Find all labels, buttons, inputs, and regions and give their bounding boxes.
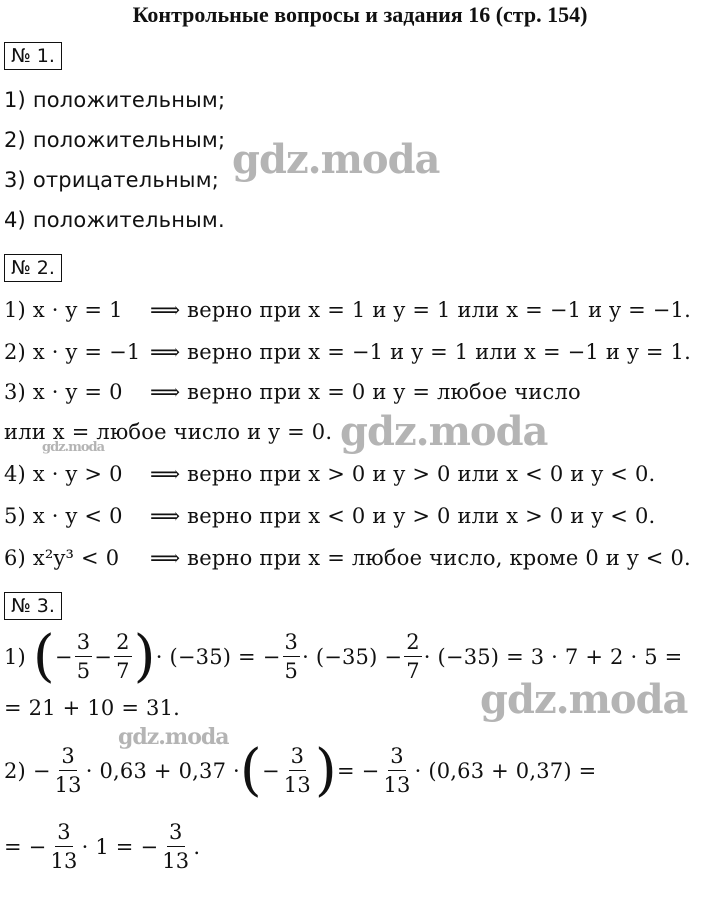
equation-rhs: ⟹ верно при x = 0 и y = любое число <box>150 380 581 404</box>
expression-part: = − <box>336 758 380 783</box>
expression-part: · 1 = − <box>81 834 159 859</box>
answer-line: 3) отрицательным; <box>4 168 220 192</box>
equation-lhs: 2) x · y = −1 <box>4 340 141 364</box>
equation-rhs: ⟹ верно при x = любое число, кроме 0 и y < 0. <box>150 546 691 570</box>
denominator: 13 <box>383 773 411 797</box>
numerator: 2 <box>114 628 132 657</box>
expression-part: · (−35) = − <box>155 644 281 669</box>
expression-part: 2) − <box>4 758 51 783</box>
numerator: 3 <box>388 742 406 771</box>
left-paren: ( <box>239 737 262 803</box>
watermark: gdz.moda <box>118 724 229 750</box>
fraction <box>283 628 301 685</box>
fraction <box>160 818 191 875</box>
fraction <box>381 742 412 799</box>
expression-part: = − <box>4 834 47 859</box>
denominator: 13 <box>162 849 190 873</box>
minus-sign: − <box>94 644 113 669</box>
expression-part: · (−35) − <box>302 644 403 669</box>
equation-rhs: ⟹ верно при x > 0 и y > 0 или x < 0 и y < 0. <box>150 462 656 486</box>
numerator: 3 <box>75 628 93 657</box>
answer-line: 2) положительным; <box>4 128 226 152</box>
solution-line-4 <box>4 818 200 875</box>
numerator: 3 <box>289 742 307 771</box>
equation-rhs: ⟹ верно при x < 0 и y > 0 или x > 0 и y < 0. <box>150 504 656 528</box>
watermark: gdz.moda <box>340 408 548 455</box>
numerator: 3 <box>59 742 77 771</box>
numerator: 2 <box>404 628 422 657</box>
task-number-2: № 2. <box>4 254 62 282</box>
watermark: gdz.moda <box>42 440 105 455</box>
fraction <box>53 742 84 799</box>
right-paren: ) <box>133 623 156 689</box>
numerator: 3 <box>167 818 185 847</box>
numerator: 3 <box>283 628 301 657</box>
equation-lhs: 5) x · y < 0 <box>4 504 123 528</box>
solution-line-2: = 21 + 10 = 31. <box>4 696 181 720</box>
minus-sign: − <box>261 758 280 783</box>
equation-lhs: 6) x²y³ < 0 <box>4 546 120 570</box>
denominator: 13 <box>54 773 82 797</box>
denominator: 13 <box>50 849 78 873</box>
numerator: 3 <box>55 818 73 847</box>
expression-part: . <box>193 834 201 859</box>
equation-rhs: ⟹ верно при x = −1 и y = 1 или x = −1 и y = 1. <box>150 340 691 364</box>
equation-continuation: или x = любое число и y = 0. <box>4 420 333 444</box>
equation-lhs: 3) x · y = 0 <box>4 380 123 404</box>
watermark: gdz.moda <box>232 136 440 183</box>
fraction <box>404 628 422 685</box>
expression-part: · 0,63 + 0,37 · <box>85 758 240 783</box>
fraction <box>48 818 79 875</box>
answer-line: 4) положительным. <box>4 208 225 232</box>
denominator: 7 <box>406 659 420 683</box>
denominator: 7 <box>116 659 130 683</box>
fraction <box>114 628 132 685</box>
equation-lhs: 1) x · y = 1 <box>4 298 123 322</box>
watermark: gdz.moda <box>480 676 688 723</box>
equation-rhs: ⟹ верно при x = 1 и y = 1 или x = −1 и y = −1. <box>150 298 691 322</box>
right-paren: ) <box>314 737 337 803</box>
page-title: Контрольные вопросы и задания 16 (стр. 154) <box>132 2 588 27</box>
fraction <box>75 628 93 685</box>
denominator: 5 <box>76 659 91 683</box>
denominator: 5 <box>284 659 299 683</box>
equation-lhs: 4) x · y > 0 <box>4 462 123 486</box>
item-number: 1) <box>4 644 26 669</box>
fraction <box>282 742 313 799</box>
denominator: 13 <box>283 773 311 797</box>
expression-part: · (0,63 + 0,37) = <box>414 758 597 783</box>
task-number-1: № 1. <box>4 42 62 70</box>
minus-sign: − <box>54 644 73 669</box>
expression-part: · (−35) = 3 · 7 + 2 · 5 = <box>423 644 683 669</box>
answer-line: 1) положительным; <box>4 88 226 112</box>
task-number-3: № 3. <box>4 592 62 620</box>
left-paren: ( <box>32 623 55 689</box>
